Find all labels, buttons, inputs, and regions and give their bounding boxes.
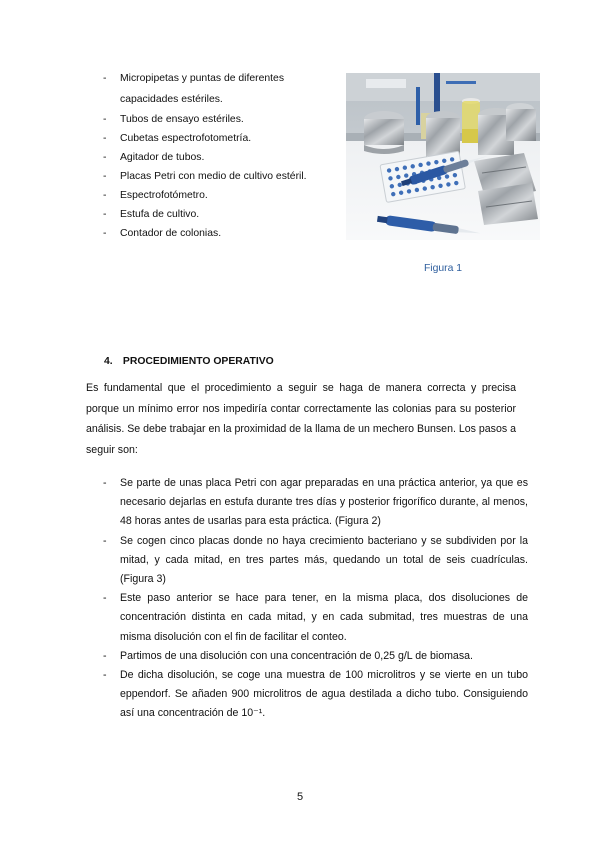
figure-caption: Figura 1 [423,263,463,274]
material-item: - Estufa de cultivo. [103,205,343,224]
procedure-step: - Este paso anterior se hace para tener, en la misma placa, dos disoluciones de concentración distinta en cada mitad, y en cada submitad, tres muestras de una misma disolución con el fin de facilitar el conteo. [103,589,528,647]
lab-materials-photo [346,73,540,240]
material-item: - Espectrofotómetro. [103,186,343,205]
materials-list [103,68,343,243]
procedure-step: - De dicha disolución, se coge una muestra de 100 microlitros y se vierte en un tubo eppendorf. Se añaden 900 microlitros de agua destilada a dicho tubo. Consiguiendo así una concentración de 10⁻¹. [103,666,528,724]
material-item: - Micropipetas y puntas de diferentes capacidades estériles. [103,68,343,110]
material-item: - Agitador de tubos. [103,148,343,167]
section-title: PROCEDIMIENTO OPERATIVO [122,356,274,367]
procedure-steps-list [103,474,528,724]
procedure-step: - Partimos de una disolución con una concentración de 0,25 g/L de biomasa. [103,647,528,666]
procedure-step: - Se cogen cinco placas donde no haya crecimiento bacteriano y se subdividen por la mitad, y cada mitad, en tres partes más, quedando un total de seis cuadrículas. (Figura 3) [103,532,528,590]
page-number: 5 [296,791,304,803]
material-item: - Cubetas espectrofotometría. [103,129,343,148]
material-item: - Tubos de ensayo estériles. [103,110,343,129]
section-heading [104,356,274,367]
material-item: - Contador de colonias. [103,224,343,243]
intro-paragraph: Es fundamental que el procedimiento a seguir se haga de manera correcta y precisa porque un mínimo error nos impediría contar correctamente las colonias para su posterior análisis. Se debe trabajar en la proximidad de la llama de un mechero Bunsen. Los pasos a seguir son: [86,382,516,456]
section-number: 4. [104,356,113,367]
material-item: - Placas Petri con medio de cultivo estéril. [103,167,343,186]
procedure-step: - Se parte de unas placa Petri con agar preparadas en una práctica anterior, ya que es necesario dejarlas en estufa durante tres días y posterior frigorífico durante, al menos, 48 horas antes de usarlas para esta práctica. (Figura 2) [103,474,528,532]
